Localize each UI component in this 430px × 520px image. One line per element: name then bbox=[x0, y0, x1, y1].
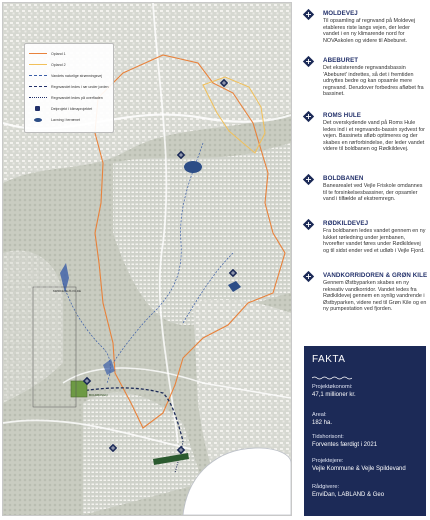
section-text: Til opsamling af regnvand på Moldevej etableres riste langs vejen, der leder vandet i en ny klimarende nord for NOVAskolen og videre til Abeburet. bbox=[323, 18, 416, 44]
legend-item bbox=[29, 94, 113, 102]
fakta-label: Areal: bbox=[312, 412, 327, 418]
legend-item bbox=[29, 83, 113, 91]
fakta-box bbox=[304, 346, 426, 516]
fakta-label: Tidshorisont: bbox=[312, 434, 344, 440]
project-map[interactable] bbox=[2, 2, 292, 516]
legend-swatch bbox=[29, 97, 47, 98]
legend-swatch bbox=[29, 53, 47, 54]
fakta-value: 47,1 millioner kr. bbox=[312, 392, 356, 398]
fakta-value: Vejle Kommune & Vejle Spildevand bbox=[312, 466, 406, 472]
map-legend bbox=[24, 43, 114, 133]
section-title: VANDKORRIDOREN & GRØN KILE bbox=[323, 272, 428, 279]
legend-label: Vandets naturlige strømningsvej bbox=[51, 74, 103, 78]
section-text: Banearealet ved Vejle Friskole omdannes til te forsinkelsesbassiner, der opsamler vand i tilfælde af ekstremregn. bbox=[323, 183, 423, 203]
boldbanen-area bbox=[71, 381, 87, 397]
fakta-label: Rådgivere: bbox=[312, 484, 340, 490]
fakta-label: Projektejere: bbox=[312, 458, 344, 464]
section-title: MOLDEVEJ bbox=[323, 10, 358, 17]
map-label-left: MØRKEVEJS KILDE bbox=[53, 289, 82, 293]
cross-marker-icon bbox=[302, 218, 315, 231]
legend-swatch bbox=[29, 64, 47, 65]
legend-item bbox=[29, 116, 113, 124]
fakta-value: 182 ha. bbox=[312, 420, 333, 426]
cross-marker-icon bbox=[302, 55, 315, 68]
legend-label: Delprojekt i klimaprojektet bbox=[51, 107, 93, 111]
section-title: ROMS HULE bbox=[323, 112, 362, 119]
fakta-value: Forventes færdigt i 2021 bbox=[312, 442, 378, 448]
section-title: RØDKILDEVEJ bbox=[323, 220, 369, 227]
legend-item bbox=[29, 50, 113, 58]
legend-label: Regnvandet ledes i rør under jorden bbox=[51, 85, 109, 89]
legend-swatch bbox=[35, 106, 40, 111]
legend-label: Lavning i terrænet bbox=[51, 118, 80, 122]
section-title: ABEBURET bbox=[323, 57, 359, 64]
legend-label: Opland 1 bbox=[51, 52, 66, 56]
map-label-boldbanen: BOLDBANEN bbox=[89, 393, 108, 397]
cross-marker-icon bbox=[302, 110, 315, 123]
legend-swatch bbox=[29, 75, 47, 76]
wave-icon bbox=[312, 376, 352, 380]
section-text: Det overskydende vand på Roms Hule ledes ind i et regnvands-bassin sydvest for vejen. Bassinets afløb optimeres og der skabes en rørforbindelse, der leder vandet videre til boldbanen og Rødkildevej. bbox=[323, 120, 425, 153]
fakta-value: EnviDan, LABLAND & Geo bbox=[312, 492, 385, 498]
legend-swatch bbox=[34, 118, 42, 122]
legend-item bbox=[29, 105, 113, 113]
cross-marker-icon bbox=[302, 173, 315, 186]
legend-item bbox=[29, 72, 113, 80]
fakta-label: Projektøkonomi: bbox=[312, 384, 353, 390]
section-title: BOLDBANEN bbox=[323, 175, 364, 182]
section-text: Fra boldbanen ledes vandet gennem en ny lukket rørledning under jernbanen, hvorefter vandet føres under Rødkildevej og til sidst ender ved et udløb i Vejle Fjord. bbox=[323, 228, 426, 254]
section-text: Gennem Østbyparken skabes en ny rekreativ vandkorridor. Vandet ledes fra Rødkildevej gennem en synlig vandrende i Østbyparken, videre ned til Grøn Kile og en ny pumpestation ved fjorden. bbox=[323, 280, 427, 313]
cross-marker-icon bbox=[302, 8, 315, 21]
cross-marker-icon bbox=[302, 270, 315, 283]
fakta-title: FAKTA bbox=[312, 354, 346, 365]
legend-item bbox=[29, 61, 113, 69]
legend-label: Opland 2 bbox=[51, 63, 66, 67]
legend-label: Regnvandet ledes på overfladen bbox=[51, 96, 103, 100]
legend-swatch bbox=[29, 86, 47, 87]
section-text: Det eksisterende regnvandsbassin 'Abeburet' indrettes, så det i fremtiden udnyttes bedre og kan opsamle mere regnvand. Derudover forbedres afløbet fra bassinet. bbox=[323, 65, 424, 98]
abeburet-basin bbox=[184, 161, 202, 173]
